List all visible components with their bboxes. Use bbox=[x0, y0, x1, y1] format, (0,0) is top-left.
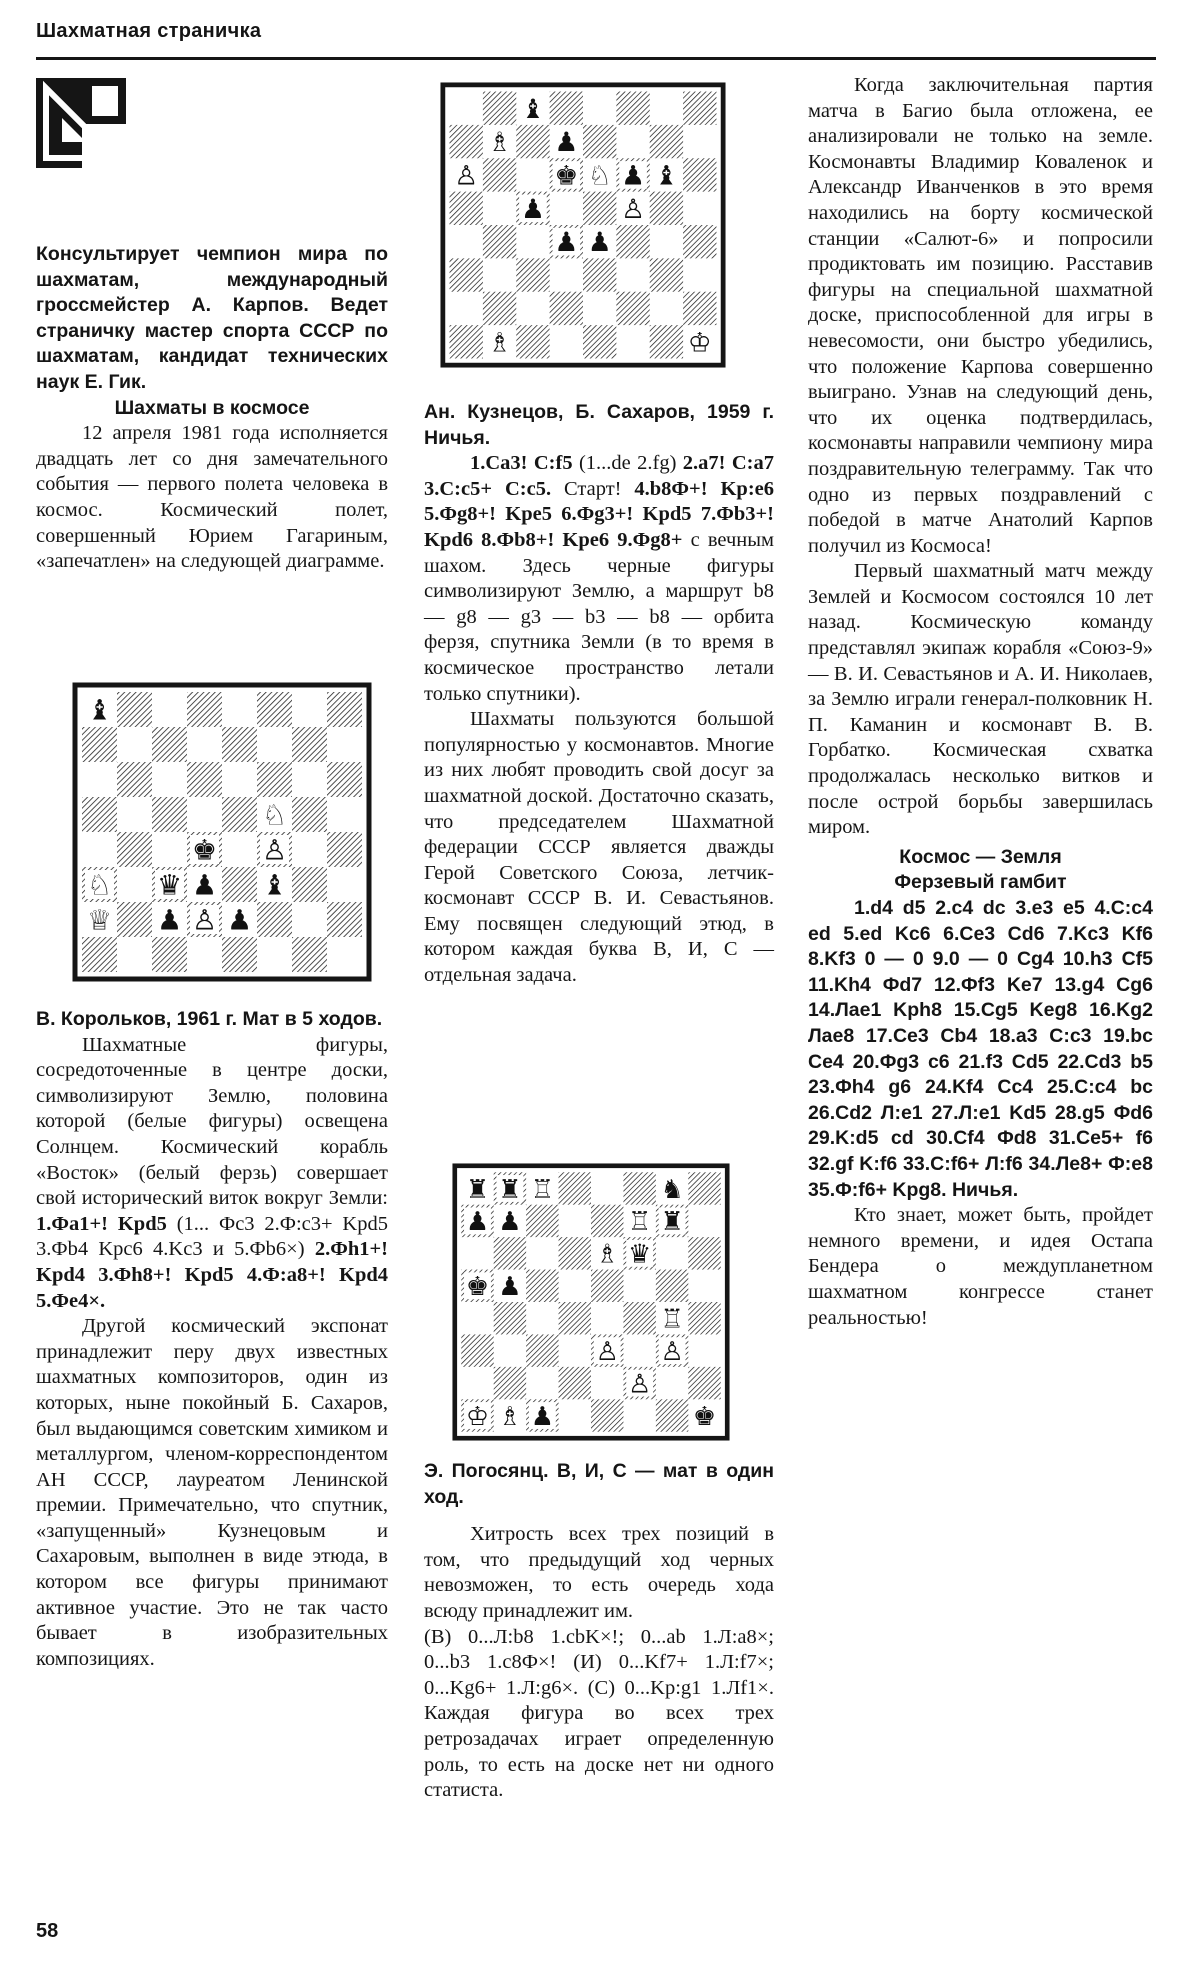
moves: 4.b8Ф+! Kp:e6 5.Фg8+! Kpe5 6.Фg3+! Kpd5 7.Фb3+! Kpd6 8.Фb8+! Kpe6 9.Фg8+ bbox=[424, 477, 774, 551]
dark-square bbox=[327, 762, 362, 797]
black-piece: ♟ bbox=[587, 227, 612, 259]
dark-square bbox=[117, 832, 152, 867]
column-3 bbox=[808, 73, 1153, 1331]
dark-square bbox=[559, 1237, 591, 1269]
dark-square bbox=[516, 258, 549, 291]
dark-square bbox=[187, 692, 222, 727]
dark-square bbox=[292, 797, 327, 832]
dark-square bbox=[583, 325, 616, 358]
dark-square bbox=[483, 225, 516, 258]
black-piece: ♝ bbox=[654, 160, 679, 192]
dark-square bbox=[516, 325, 549, 358]
column-2-lower bbox=[424, 1459, 774, 1804]
dark-square bbox=[591, 1205, 623, 1237]
dark-square bbox=[650, 192, 683, 225]
paragraph: Кто знает, может быть, пройдет немного времени, и идея Остапа Бендера о междупланетном шахматном конгрессе станет реальностью! bbox=[808, 1204, 1153, 1329]
dark-square bbox=[152, 797, 187, 832]
black-piece: ♛ bbox=[156, 868, 183, 902]
paragraph: 12 апреля 1981 года исполняется двадцать лет со дня замечательного события — первого полета человека в космос. Космический полет, совершенный Юрием Гагариным, «запечатлен» на следующей диаграмме. bbox=[36, 422, 388, 573]
paragraph: Хитрость всех трех позиций в том, что предыдущий ход черных невозможен, то есть очередь хода всюду принадлежит им. bbox=[424, 1523, 774, 1622]
white-piece: ♙ bbox=[454, 160, 479, 192]
dark-square bbox=[623, 1302, 655, 1334]
header-rule bbox=[36, 57, 1156, 60]
dark-square bbox=[292, 937, 327, 972]
paragraph: Первый шахматный матч между Землей и Космосом состоялся 10 лет назад. Космическую команду представлял экипаж корабля «Союз-9» — В. И. Севастьянов и А. И. Николаев, за Землю играли генерал-полковник Н. П. Каманин и космонавт В. В. Горбатко. Космическая схватка продолжалась несколько витков и после острой борьбы завершилась миром. bbox=[808, 560, 1153, 839]
dark-square bbox=[450, 325, 483, 358]
white-piece: ♙ bbox=[628, 1369, 652, 1400]
black-piece: ♟ bbox=[156, 903, 183, 937]
white-piece: ♙ bbox=[191, 903, 218, 937]
black-piece: ♟ bbox=[554, 227, 579, 259]
dark-square bbox=[550, 92, 583, 125]
moves: 2.Фh1+! Kpd4 3.Фh8+! Kpd5 4.Ф:а8+! Kpd4 5.Фе4×. bbox=[36, 1238, 388, 1312]
column-1 bbox=[36, 242, 388, 575]
dark-square bbox=[222, 797, 257, 832]
dark-square bbox=[292, 727, 327, 762]
dark-square bbox=[688, 1302, 720, 1334]
white-piece: ♔ bbox=[465, 1401, 490, 1432]
dark-square bbox=[683, 92, 716, 125]
black-piece: ♟ bbox=[554, 127, 579, 159]
paragraph: Другой космический экспонат принадлежит перу двух известных шахматных композиторов, один из которых, ныне покойный Б. Сахаров, был выдающимся советским химиком и металлургом, членом-корреспондентом АН СССР, лауреатом Ленинской премии. Примечательно, что спутник, «запущенный» Кузнецовым и Сахаровым, выполнен в виде этюда, в котором все фигуры принимают активное участие. Это не так часто бывает в изобразительных композициях. bbox=[36, 1315, 388, 1670]
dark-square bbox=[494, 1367, 526, 1399]
black-piece: ♝ bbox=[86, 693, 113, 727]
black-piece: ♟ bbox=[530, 1401, 554, 1432]
diagram-caption: В. Корольков, 1961 г. Мат в 5 ходов. bbox=[36, 1008, 383, 1030]
game-heading: Космос — Земля bbox=[899, 845, 1062, 868]
dark-square bbox=[559, 1302, 591, 1334]
paragraph: Шахматные фигуры, сосредоточенные в центре доски, символизируют Землю, половина которой (белые фигуры) освещена Солнцем. Космический корабль «Восток» (белый ферзь) совершает свой исторический виток вокруг Земли: 1.Фа1+! Kpd5 (1... Фс3 2.Ф:с3+ Kpd5 3.Фb4 Kpc6 4.Kc3 и 5.Фb6×) 2.Фh1+! Kpd4 3.Фh8+! Kpd5 4.Ф:а8+! Kpd4 5.Фе4×. bbox=[36, 1033, 388, 1312]
dark-square bbox=[82, 937, 117, 972]
dark-square bbox=[152, 727, 187, 762]
dark-square bbox=[583, 192, 616, 225]
column-1-lower bbox=[36, 1007, 388, 1672]
dark-square bbox=[583, 125, 616, 158]
dark-square bbox=[117, 692, 152, 727]
dark-square bbox=[616, 92, 649, 125]
black-piece: ♚ bbox=[191, 833, 218, 867]
dark-square bbox=[117, 902, 152, 937]
dark-square bbox=[650, 125, 683, 158]
dark-square bbox=[82, 797, 117, 832]
white-piece: ♘ bbox=[587, 160, 612, 192]
article-heading: Шахматы в космосе bbox=[114, 396, 310, 419]
dark-square bbox=[683, 292, 716, 325]
black-piece: ♟ bbox=[520, 193, 545, 225]
dark-square bbox=[526, 1270, 558, 1302]
dark-square bbox=[656, 1399, 688, 1431]
dark-square bbox=[461, 1334, 493, 1366]
dark-square bbox=[623, 1172, 655, 1204]
intro-text: Консультирует чемпион мира по шахматам, международный гроссмейстер А. Карпов. Ведет страничку мастер спорта СССР по шахматам, кандидат технических наук Е. Гик. bbox=[36, 243, 388, 393]
white-piece: ♖ bbox=[530, 1174, 554, 1205]
black-piece: ♜ bbox=[498, 1174, 522, 1205]
white-piece: ♖ bbox=[660, 1304, 684, 1335]
dark-square bbox=[222, 727, 257, 762]
dark-square bbox=[526, 1205, 558, 1237]
white-piece: ♔ bbox=[687, 327, 712, 359]
black-piece: ♜ bbox=[660, 1207, 684, 1238]
dark-square bbox=[450, 125, 483, 158]
white-piece: ♗ bbox=[595, 1239, 619, 1270]
black-piece: ♞ bbox=[660, 1174, 684, 1205]
dark-square bbox=[257, 902, 292, 937]
white-piece: ♖ bbox=[628, 1207, 652, 1238]
paragraph: Шахматы пользуются большой популярностью у космонавтов. Многие из них любят проводить свой досуг за шахматной доской. Достаточно сказать, что председателем Шахматной федерации СССР является дважды Герой Советского Союза, летчик-космонавт СССР В. И. Севастьянов. Ему посвящен следующий этюд, в котором каждая буква В, И, С — отдельная задача. bbox=[424, 708, 774, 987]
chess-diagram-pogosyants bbox=[452, 1163, 730, 1441]
dark-square bbox=[450, 258, 483, 291]
dark-square bbox=[688, 1237, 720, 1269]
white-piece: ♗ bbox=[487, 327, 512, 359]
white-piece: ♙ bbox=[595, 1336, 619, 1367]
moves: 1.Фа1+! Kpd5 bbox=[36, 1212, 167, 1235]
diagram-caption: Ан. Кузнецов, Б. Сахаров, 1959 г. Ничья. bbox=[424, 401, 774, 449]
dark-square bbox=[583, 258, 616, 291]
black-piece: ♜ bbox=[465, 1174, 490, 1205]
dark-square bbox=[559, 1367, 591, 1399]
moves: 2.a7! С:a7 3.С:c5+ С:c5. bbox=[424, 452, 774, 500]
dark-square bbox=[683, 225, 716, 258]
dark-square bbox=[292, 867, 327, 902]
game-subheading: Ферзевый гамбит bbox=[894, 871, 1067, 894]
white-piece: ♙ bbox=[660, 1336, 684, 1367]
black-piece: ♝ bbox=[520, 93, 545, 125]
dark-square bbox=[327, 902, 362, 937]
game-moves: 1.d4 d5 2.c4 dc 3.e3 e5 4.C:c4 ed 5.ed Kc6 6.Ce3 Cd6 7.Kc3 Kf6 8.Kf3 0 — 0 9.0 — 0 Cg4 10.h3 Cf5 11.Kh4 Фd7 12.Фf3 Ke7 13.g4 Cg6 14.Лae1 Kph8 15.Cg5 Keg8 16.Kg2 Лae8 17.Ce3 Cb4 18.a3 C:c3 19.bc Ce4 20.Фg3 c6 21.f3 Cd5 22.Cd3 b5 23.Фh4 g6 24.Kf4 Cc4 25.C:c4 bc 26.Cd2 Л:e1 27.Л:e1 Kd5 28.g5 Фd6 29.K:d5 cd 30.Cf4 Фd8 31.Ce5+ f6 32.gf K:f6 33.C:f6+ Л:f6 34.Лe8+ Ф:e8 35.Ф:f6+ Kpg8. Ничья. bbox=[808, 897, 1153, 1201]
dark-square bbox=[591, 1399, 623, 1431]
dark-square bbox=[483, 158, 516, 191]
dark-square bbox=[82, 727, 117, 762]
dark-square bbox=[327, 692, 362, 727]
dark-square bbox=[483, 292, 516, 325]
dark-square bbox=[559, 1172, 591, 1204]
black-piece: ♟ bbox=[191, 868, 218, 902]
white-piece: ♘ bbox=[261, 798, 288, 832]
dark-square bbox=[591, 1270, 623, 1302]
dark-square bbox=[494, 1237, 526, 1269]
dark-square bbox=[526, 1334, 558, 1366]
chess-column-logo bbox=[36, 78, 126, 168]
dark-square bbox=[327, 832, 362, 867]
chess-diagram-kuznetsov-sakharov bbox=[440, 82, 726, 368]
diagram-caption: Э. Погосянц. В, И, С — мат в один ход. bbox=[424, 1460, 774, 1508]
black-piece: ♟ bbox=[226, 903, 253, 937]
dark-square bbox=[483, 92, 516, 125]
black-piece: ♟ bbox=[498, 1272, 522, 1303]
dark-square bbox=[683, 158, 716, 191]
dark-square bbox=[616, 292, 649, 325]
dark-square bbox=[152, 937, 187, 972]
white-piece: ♗ bbox=[498, 1401, 522, 1432]
dark-square bbox=[650, 258, 683, 291]
dark-square bbox=[494, 1302, 526, 1334]
dark-square bbox=[257, 762, 292, 797]
dark-square bbox=[187, 762, 222, 797]
dark-square bbox=[688, 1367, 720, 1399]
black-piece: ♚ bbox=[554, 160, 579, 192]
section-title: Шахматная страничка bbox=[36, 20, 262, 42]
dark-square bbox=[550, 292, 583, 325]
black-piece: ♚ bbox=[692, 1401, 717, 1432]
column-2 bbox=[424, 400, 774, 989]
black-piece: ♝ bbox=[261, 868, 288, 902]
black-piece: ♟ bbox=[465, 1207, 490, 1238]
white-piece: ♕ bbox=[86, 903, 113, 937]
paragraph: 1.Са3! С:f5 (1...de 2.fg) 2.a7! С:a7 3.С:c5+ С:c5. Старт! 4.b8Ф+! Kp:e6 5.Фg8+! Kpe5 6.Фg3+! Kpd5 7.Фb3+! Kpd6 8.Фb8+! Kpe6 9.Фg8+ с вечным шахом. Здесь черные фигуры символизируют Землю, а маршрут b8 — g8 — g3 — b3 — b8 — орбита ферзя, спутника Земли (в то время в космическое пространство летали только спутники). bbox=[424, 452, 775, 705]
page-number: 58 bbox=[36, 1920, 59, 1942]
dark-square bbox=[450, 192, 483, 225]
white-piece: ♗ bbox=[487, 127, 512, 159]
variation: (1... Фс3 2.Ф:с3+ Kpd5 3.Фb4 Kpc6 4.Kc3 и 5.Фb6×) bbox=[36, 1212, 388, 1261]
moves: 1.Са3! С:f5 bbox=[470, 452, 573, 475]
white-piece: ♙ bbox=[261, 833, 288, 867]
black-piece: ♚ bbox=[465, 1272, 490, 1303]
dark-square bbox=[257, 692, 292, 727]
chess-diagram-korolkov bbox=[72, 682, 372, 982]
dark-square bbox=[656, 1270, 688, 1302]
dark-square bbox=[222, 867, 257, 902]
solution: (В) 0...Л:b8 1.cbK×!; 0...ab 1.Л:a8×; 0...b3 1.c8Ф×! (И) 0...Kf7+ 1.Л:f7×; 0...Kg6+ 1.Л:g6×. (С) 0...Kp:g1 1.Лf1×. Каждая фигура во всех трех ретрозадачах играет определенную роль, то есть на доске нет ни одного статиста. bbox=[424, 1625, 774, 1802]
dark-square bbox=[650, 325, 683, 358]
black-piece: ♟ bbox=[621, 160, 646, 192]
white-piece: ♘ bbox=[86, 868, 113, 902]
dark-square bbox=[117, 762, 152, 797]
dark-square bbox=[616, 225, 649, 258]
dark-square bbox=[516, 125, 549, 158]
dark-square bbox=[222, 937, 257, 972]
paragraph: Когда заключительная партия матча в Багио была отложена, ее анализировали не только на земле. Космонавты Владимир Коваленок и Александр Иванченков в это время находились на борту космической станции «Салют-6» и попросили продиктовать им позицию. Расставив фигуры на специальной шахматной доске, приспособленной для игры в невесомости, они быстро убедились, что положение Карпова совершенно выиграно. Узнав на следующий день, что их оценка подтвердилась, космонавты направили чемпиону мира поздравительную телеграмму. Так что одно из первых поздравлений с победой в матче Анатолий Карпов получил из Космоса! bbox=[808, 74, 1153, 557]
white-piece: ♙ bbox=[621, 193, 646, 225]
black-piece: ♟ bbox=[498, 1207, 522, 1238]
black-piece: ♛ bbox=[628, 1239, 652, 1270]
dark-square bbox=[688, 1172, 720, 1204]
